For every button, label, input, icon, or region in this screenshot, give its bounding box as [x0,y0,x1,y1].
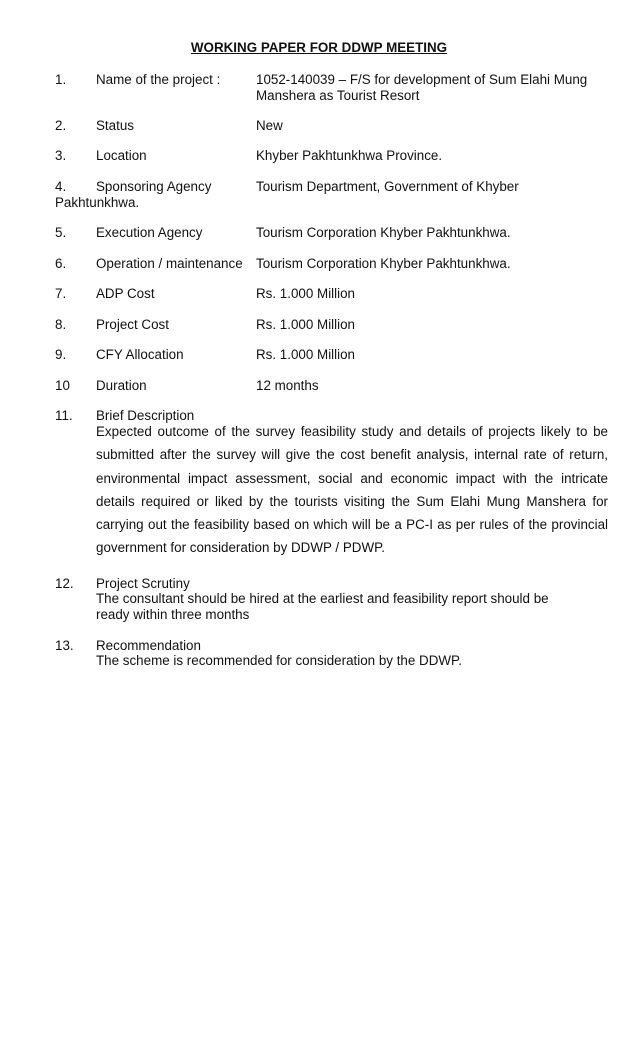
item-value: Rs. 1.000 Million [256,286,355,301]
item-value: Rs. 1.000 Million [256,347,355,362]
item-value: Rs. 1.000 Million [256,317,355,332]
item-label: Sponsoring Agency [96,179,212,194]
item-value: Tourism Corporation Khyber Pakhtunkhwa. [256,256,511,271]
item-value: 1052-140039 – F/S for development of Sum Elahi Mung Manshera as Tourist Resort [256,72,588,103]
section-heading: Project Scrutiny [96,576,190,591]
item-value: New [256,118,283,133]
section-body-text: The scheme is recommended for consideration by the DDWP. [96,653,462,668]
item-label: CFY Allocation [96,347,184,362]
section-number: 11. [55,408,73,423]
item-number: 6. [55,256,67,271]
item-label: Operation / maintenance [96,256,243,271]
section-body-text: Expected outcome of the survey feasibility study and details of projects likely to be submitted after the survey will give the cost benefit analysis, internal rate of return, environmental impact assessment, social and economic impact with the intricate details required or liked by the tourists visiting the Sum Elahi Mung Manshera for carrying out the feasibility based on which will be a PC-I as per rules of the provincial government for consideration by DDWP / PDWP. [96,424,608,556]
item-label: Duration [96,378,147,393]
section-heading: Brief Description [96,408,195,423]
item-number: 9. [55,347,67,362]
item-value-continued: Pakhtunkhwa. [55,195,140,210]
item-value: Tourism Corporation Khyber Pakhtunkhwa. [256,225,511,240]
item-number: 10 [55,378,70,393]
item-number: 8. [55,317,67,332]
item-number: 7. [55,286,67,301]
item-number: 1. [55,72,67,87]
item-label: Execution Agency [96,225,203,240]
item-number: 5. [55,225,67,240]
item-value: 12 months [256,378,319,393]
section-body-text: The consultant should be hired at the earliest and feasibility report should be ready within three months [96,591,549,622]
document-title: WORKING PAPER FOR DDWP MEETING [190,40,448,55]
item-number: 3. [55,148,67,163]
section-number: 12. [55,576,74,591]
item-value: Khyber Pakhtunkhwa Province. [256,148,443,163]
item-label: Status [96,118,134,133]
item-label: Location [96,148,147,163]
section-heading: Recommendation [96,638,201,653]
section-number: 13. [55,638,74,653]
item-value: Tourism Department, Government of Khyber [256,179,519,194]
item-label: Project Cost [96,317,169,332]
item-number: 2. [55,118,67,133]
item-label: ADP Cost [96,286,155,301]
item-label: Name of the project : [96,72,221,87]
item-number: 4. [55,179,67,194]
